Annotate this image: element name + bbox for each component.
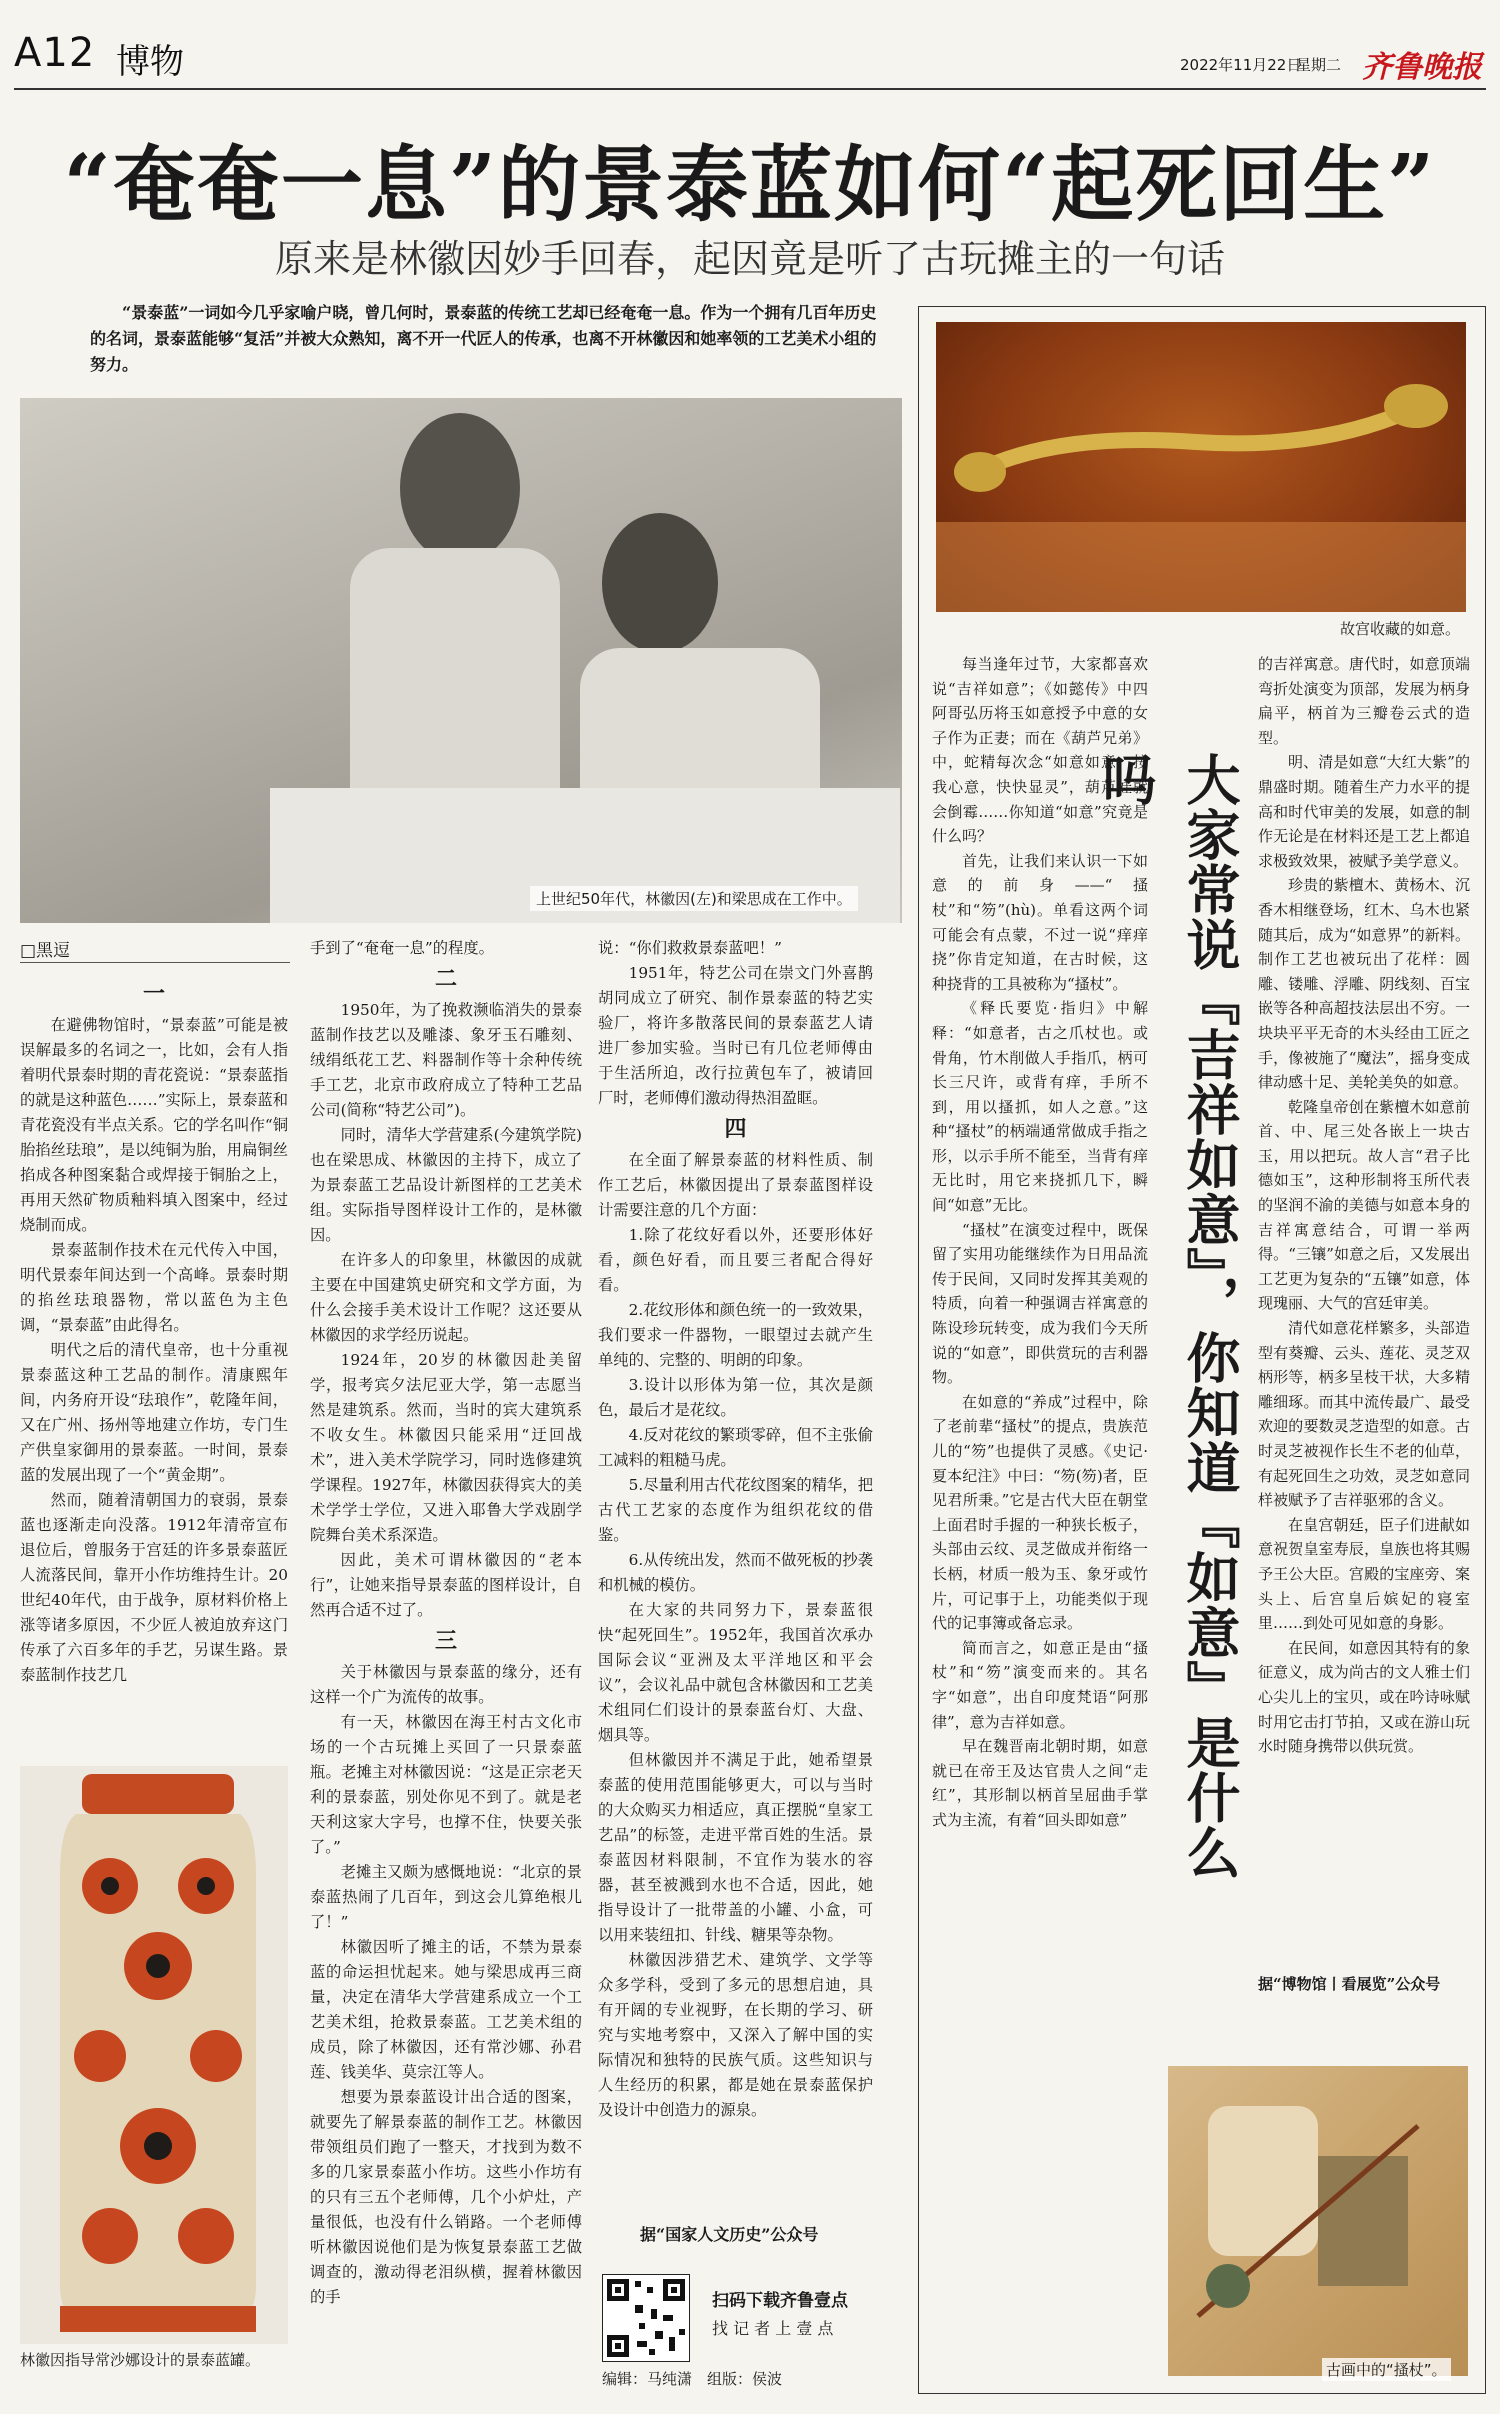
column-3-source: 据“国家人文历史”公众号 — [640, 2225, 819, 2244]
ruyi-illustration — [936, 322, 1466, 612]
photo-cloisonne-jar — [20, 1766, 288, 2344]
paragraph: 乾隆皇帝创在紫檀木如意前首、中、尾三处各嵌上一块古玉，用以把玩。故人言“君子比德如玉”，这种形制将玉所代表的坚润不渝的美德与如意本身的吉祥寓意结合，可谓一举两得。“三镶”如意之后，又发展出工艺更为复杂的“五镶”如意，体现瑰丽、大气的宫廷审美。 — [1258, 1097, 1470, 1313]
section-head-4: 四 — [724, 1116, 747, 1142]
photo-palace-ruyi — [936, 322, 1466, 612]
section-head-1: 一 — [142, 981, 165, 1007]
paragraph: 在避佛物馆时，“景泰蓝”可能是被误解最多的名词之一，比如，会有人指着明代景泰时期的青花瓷说：“景泰蓝指的就是这种蓝色……”实际上，景泰蓝和青花瓷没有半点关系。它的学名叫作“铜胎掐丝珐琅”，是以纯铜为胎，用扁铜丝掐成各种图案黏合或焊接于铜胎之上，再用天然矿物质釉料填入图案中，经过烧制而成。 — [20, 1016, 288, 1234]
subheadline: 原来是林徽因妙手回春，起因竟是听了古玩摊主的一句话 — [274, 237, 1225, 281]
photo-figures — [20, 398, 902, 923]
painting-illustration — [1168, 2066, 1468, 2376]
paragraph: 在大家的共同努力下，景泰蓝很快“起死回生”。1952年，我国首次承办国际会议“亚洲及太平洋地区和平会议”，会议礼品中就包含林徽因和工艺美术组同仁们设计的景泰蓝台灯、大盘、烟具等。 — [598, 1601, 873, 1744]
section-head-2: 二 — [434, 966, 457, 992]
paragraph: 在皇宫朝廷，臣子们进献如意祝贺皇室寿辰，皇族也将其赐予王公大臣。宫殿的宝座旁、案头上、后宫皇后嫔妃的寝室里……到处可见如意的身影。 — [1258, 1515, 1470, 1633]
paragraph: 在如意的“养成”过程中，除了老前辈“搔杖”的提点，贵族范儿的“笏”也提供了灵感。《史记·夏本纪注》中曰：“笏(笏)者，臣见君所秉。”它是古代大臣在朝堂上面君时手握的一种狭长板子，头部由云纹、灵芝做成并衔络一长柄，材质一般为玉、象牙或竹片，可记事于上，功能类似于现代的记事簿或备忘录。 — [932, 1392, 1148, 1633]
paragraph: 《释氏要览·指归》中解释：“如意者，古之爪杖也。或骨角，竹木削做人手指爪，柄可长三尺许，或背有痒，手所不到，用以搔抓，如人之意。”这种“搔杖”的柄端通常做成手指之形，以示手所不能至，当背有痒无比时，用它来挠抓几下，瞬间“如意”无比。 — [932, 999, 1148, 1215]
paragraph: 2.花纹形体和颜色统一的一致效果，我们要求一件器物，一眼望过去就产生单纯的、完整的、明朗的印象。 — [598, 1301, 873, 1369]
sidebar-column-a — [932, 652, 1148, 2260]
paragraph: 每当逢年过节，大家都喜欢说“吉祥如意”；《如懿传》中四阿哥弘历将玉如意授予中意的女子作为正妻；而在《葫芦兄弟》中，蛇精每次念“如意如意，按我心意，快快显灵”，葫芦娃就会倒霉……你知道“如意”究竟是什么吗？ — [932, 655, 1148, 846]
issue-date: 2022年11月22日 — [1180, 56, 1302, 74]
paragraph: 清代如意花样繁多，头部造型有葵瓣、云头、莲花、灵芝双柄形等，柄多呈枝干状，大多精雕细琢。而其中流传最广、最受欢迎的要数灵芝造型的如意。古时灵芝被视作长生不老的仙草，有起死回生之功效，灵芝如意同样被赋予了吉祥驱邪的含义。 — [1258, 1319, 1470, 1510]
article-column-3 — [598, 936, 873, 2168]
photo-top-caption: 故宫收藏的如意。 — [1340, 620, 1461, 638]
section-head-3: 三 — [434, 1628, 457, 1654]
qr-line-2: 找 记 者 上 壹 点 — [712, 2319, 834, 2338]
paragraph: 林徽因涉猎艺术、建筑学、文学等众多学科，受到了多元的思想启迪，具有开阔的专业视野，在长期的学习、研究与实地考察中，又深入了解中国的实际情况和独特的民族气质。这些知识与人生经历的积累，都是她在景泰蓝保护及设计中创造力的源泉。 — [598, 1951, 873, 2119]
vase-caption: 林徽因指导常沙娜设计的景泰蓝罐。 — [20, 2351, 261, 2369]
header-rule — [14, 88, 1486, 90]
page-number: A12 — [14, 30, 96, 76]
paragraph: 明、清是如意“大红大紫”的鼎盛时期。随着生产力水平的提高和时代审美的发展，如意的制作无论是在材料还是工艺上都追求极致效果，被赋予美学意义。 — [1258, 753, 1470, 870]
paragraph: 的吉祥寓意。唐代时，如意顶端弯折处演变为顶部，发展为柄身扁平，柄首为三瓣卷云式的造型。 — [1258, 655, 1470, 747]
photo-lin-huiyin-liang-sicheng — [20, 398, 902, 923]
section-name: 博物 — [116, 42, 184, 82]
vase-illustration — [20, 1766, 288, 2344]
paragraph: 在全面了解景泰蓝的材料性质、制作工艺后，林徽因提出了景泰蓝图样设计需要注意的几个方面： — [598, 1151, 873, 1219]
paragraph: 4.反对花纹的繁琐零碎，但不主张偷工减料的粗糙马虎。 — [598, 1426, 873, 1469]
paragraph: 老摊主又颇为感慨地说：“北京的景泰蓝热闹了几百年，到这会儿算绝根儿了！” — [310, 1863, 582, 1931]
paragraph: 关于林徽因与景泰蓝的缘分，还有这样一个广为流传的故事。 — [310, 1663, 582, 1706]
paragraph: 然而，随着清朝国力的衰弱，景泰蓝也逐渐走向没落。1912年清帝宣布退位后，曾服务于宫廷的许多景泰蓝匠人流落民间，靠开小作坊维持生计。20世纪40年代，由于战争，原材料价格上涨等诸多原因，不少匠人被迫放弃这门传承了六百多年的手艺，另谋生路。景泰蓝制作技艺几 — [20, 1491, 288, 1684]
photo-bottom-caption: 古画中的“搔杖”。 — [1322, 2358, 1451, 2381]
qr-code[interactable] — [602, 2274, 690, 2362]
paragraph: 3.设计以形体为第一位，其次是颜色，最后才是花纹。 — [598, 1376, 873, 1419]
paragraph: 想要为景泰蓝设计出合适的图案，就要先了解景泰蓝的制作工艺。林徽因带领组员们跑了一整天，才找到为数不多的几家景泰蓝小作坊。这些小作坊有的只有三五个老师傅，几个小炉灶，产量很低，也没有什么销路。一个老师傅听林徽因说他们是为恢复景泰蓝工艺做调查的，激动得老泪纵横，握着林徽因的手 — [310, 2088, 582, 2306]
paragraph: 简而言之，如意正是由“搔杖”和“笏”演变而来的。其名字“如意”，出自印度梵语“阿那律”，意为吉祥如意。 — [932, 1638, 1148, 1731]
byline: □黑逗 — [20, 941, 71, 961]
photo-ancient-painting-scratcher — [1168, 2066, 1468, 2376]
paragraph: 景泰蓝制作技术在元代传入中国，明代景泰年间达到一个高峰。景泰时期的掐丝珐琅器物，常以蓝色为主色调，“景泰蓝”由此得名。 — [20, 1241, 288, 1334]
paragraph: 手到了“奄奄一息”的程度。 — [310, 939, 494, 957]
paragraph: 林徽因听了摊主的话，不禁为景泰蓝的命运担忧起来。她与梁思成再三商量，决定在清华大学营建系成立一个工艺美术组，抢救景泰蓝。工艺美术组的成员，除了林徽因，还有常沙娜、孙君莲、钱美华、莫宗江等人。 — [310, 1938, 582, 2081]
sidebar-column-b — [1258, 652, 1470, 1968]
article-column-2 — [310, 936, 582, 2392]
paragraph: 1924年，20岁的林徽因赴美留学，报考宾夕法尼亚大学，第一志愿当然是建筑系。然而，当时的宾大建筑系不收女生。林徽因只能采用“迂回战术”，进入美术学院学习，同时选修建筑学课程。1927年，林徽因获得宾大的美术学学士学位，又进入耶鲁大学戏剧学院舞台美术系深造。 — [310, 1351, 582, 1544]
paragraph: 1951年，特艺公司在崇文门外喜鹊胡同成立了研究、制作景泰蓝的特艺实验厂，将许多散落民间的景泰蓝艺人请进厂参加实验。当时已有几位老师傅由于生活所迫，改行拉黄包车了，被请回厂时，老师傅们激动得热泪盈眶。 — [598, 964, 873, 1107]
sidebar-vertical-title: 大家常说『吉祥如意』，你知道『如意』是什么吗 — [1094, 752, 1242, 1880]
photo1-caption: 上世纪50年代，林徽因(左)和梁思成在工作中。 — [530, 886, 858, 911]
paragraph: 同时，清华大学营建系(今建筑学院)也在梁思成、林徽因的主持下，成立了为景泰蓝工艺品设计新图样的工艺美术组。实际指导图样设计工作的，是林徽因。 — [310, 1126, 582, 1244]
paragraph: 1.除了花纹好看以外，还要形体好看，颜色好看，而且要三者配合得好看。 — [598, 1226, 873, 1294]
paragraph: 有一天，林徽因在海王村古文化市场的一个古玩摊上买回了一只景泰蓝瓶。老摊主对林徽因说：“这是正宗老天利的景泰蓝，别处你见不到了。就是老天利这家大字号，也撑不住，快要关张了。” — [310, 1713, 582, 1856]
qr-code-icon — [603, 2275, 689, 2361]
paragraph: 珍贵的紫檀木、黄杨木、沉香木相继登场，红木、乌木也紧随其后，成为“如意界”的新料。制作工艺也被玩出了花样：圆雕、镂雕、浮雕、阴线刻、百宝嵌等各种高超技法层出不穷。一块块平平无奇的木头经由工匠之手，像被施了“魔法”，摇身变成律动感十足、美轮美奂的如意。 — [1258, 876, 1470, 1092]
sidebar-source: 据“博物馆丨看展览”公众号 — [1258, 1975, 1441, 1993]
paragraph: 早在魏晋南北朝时期，如意就已在帝王及达官贵人之间“走红”，其形制以柄首呈屈曲手掌式为主流，有着“回头即如意” — [932, 1737, 1148, 1829]
paragraph: 1950年，为了挽救濒临消失的景泰蓝制作技艺以及雕漆、象牙玉石雕刻、绒绢纸花工艺、料器制作等十余种传统手工艺，北京市政府成立了特种工艺品公司(简称“特艺公司”)。 — [310, 1001, 582, 1119]
paragraph: 首先，让我们来认识一下如意的前身——“搔杖”和“笏”(hù)。单看这两个词可能会有点蒙，不过一说“痒痒挠”你肯定知道，在古时候，这种挠背的工具被称为“搔杖”。 — [932, 851, 1148, 993]
headline: “奄奄一息”的景泰蓝如何“起死回生” — [63, 137, 1437, 233]
paragraph: “搔杖”在演变过程中，既保留了实用功能继续作为日用品流传于民间，又同时发挥其美观的特质，向着一种强调吉祥寓意的陈设珍玩转变，成为我们今天所说的“如意”，即供赏玩的吉利器物。 — [932, 1220, 1148, 1387]
paper-logo: 齐鲁晚报 — [1362, 50, 1482, 85]
article-column-1 — [20, 976, 288, 1762]
editor-credit: 编辑：马纯潇 组版：侯波 — [602, 2370, 783, 2388]
paragraph: 6.从传统出发，然而不做死板的抄袭和机械的模仿。 — [598, 1551, 873, 1594]
qr-line-1: 扫码下载齐鲁壹点 — [712, 2291, 848, 2311]
paragraph: 但林徽因并不满足于此，她希望景泰蓝的使用范围能够更大，可以与当时的大众购买力相适应，真正摆脱“皇家工艺品”的标签，走进平常百姓的生活。景泰蓝因材料限制，不宜作为装水的容器，甚至被溅到水也不合适，因此，她指导设计了一批带盖的小罐、小盒，可以用来装纽扣、针线、糖果等杂物。 — [598, 1751, 873, 1944]
paragraph: 明代之后的清代皇帝，也十分重视景泰蓝这种工艺品的制作。清康熙年间，内务府开设“珐琅作”，乾隆年间，又在广州、扬州等地建立作坊，专门生产供皇家御用的景泰蓝。一时间，景泰蓝的发展出现了一个“黄金期”。 — [20, 1341, 288, 1484]
byline-rule — [20, 962, 290, 963]
issue-weekday: 星期二 — [1296, 56, 1342, 74]
paragraph: 在许多人的印象里，林徽因的成就主要在中国建筑史研究和文学方面，为什么会接手美术设计工作呢？这还要从林徽因的求学经历说起。 — [310, 1251, 582, 1344]
paragraph: 因此，美术可谓林徽因的“老本行”，让她来指导景泰蓝的图样设计，自然再合适不过了。 — [310, 1551, 582, 1619]
paragraph: 在民间，如意因其特有的象征意义，成为尚古的文人雅士们心尖儿上的宝贝，或在吟诗咏赋时用它击打节拍，又或在游山玩水时随身携带以供玩赏。 — [1258, 1638, 1470, 1756]
lead-paragraph: “景泰蓝”一词如今几乎家喻户晓，曾几何时，景泰蓝的传统工艺却已经奄奄一息。作为一个拥有几百年历史的名词，景泰蓝能够“复活”并被大众熟知，离不开一代匠人的传承，也离不开林徽因和她率领的工艺美术小组的努力。 — [90, 303, 877, 374]
paragraph: 说：“你们救救景泰蓝吧！” — [598, 939, 782, 957]
paragraph: 5.尽量利用古代花纹图案的精华，把古代工艺家的态度作为组织花纹的借鉴。 — [598, 1476, 873, 1544]
